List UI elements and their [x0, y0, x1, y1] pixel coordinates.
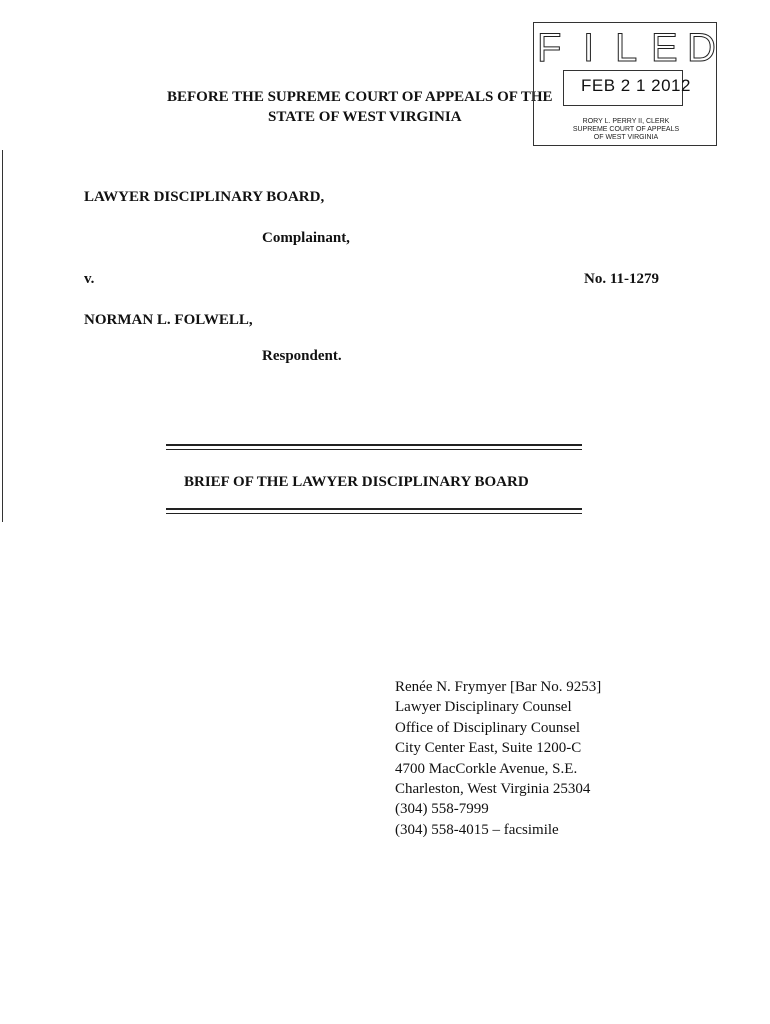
stamp-clerk-line1: RORY L. PERRY II, CLERK	[582, 118, 670, 125]
title-rule-bottom-2	[166, 513, 582, 514]
counsel-address-line1: City Center East, Suite 1200-C	[395, 740, 582, 757]
complainant-name: LAWYER DISCIPLINARY BOARD,	[84, 189, 325, 205]
case-number: No. 11-1279	[584, 271, 659, 287]
counsel-office: Office of Disciplinary Counsel	[395, 719, 581, 736]
stamp-date: FEB 2 1 2012	[581, 76, 691, 95]
counsel-phone: (304) 558-7999	[395, 801, 489, 818]
versus-label: v.	[84, 271, 95, 287]
stamp-letter-i: I	[583, 26, 595, 70]
title-rule-top-2	[166, 449, 582, 450]
court-heading-line1: BEFORE THE SUPREME COURT OF APPEALS OF THE	[167, 89, 553, 105]
stamp-letter-d: D	[687, 26, 716, 70]
brief-title: BRIEF OF THE LAWYER DISCIPLINARY BOARD	[184, 474, 529, 490]
respondent-name: NORMAN L. FOLWELL,	[84, 312, 253, 328]
title-rule-top-1	[166, 444, 582, 446]
title-rule-bottom-1	[166, 508, 582, 510]
counsel-address-line3: Charleston, West Virginia 25304	[395, 781, 591, 798]
respondent-role: Respondent.	[262, 348, 342, 364]
counsel-title: Lawyer Disciplinary Counsel	[395, 699, 572, 716]
counsel-signature-block	[395, 677, 601, 840]
complainant-role: Complainant,	[262, 230, 350, 246]
filed-stamp	[533, 22, 717, 146]
counsel-name: Renée N. Frymyer [Bar No. 9253]	[395, 679, 602, 695]
stamp-letter-l: L	[615, 26, 638, 70]
counsel-fax: (304) 558-4015 – facsimile	[395, 821, 559, 838]
stamp-clerk-line3: OF WEST VIRGINIA	[593, 134, 659, 141]
stamp-clerk-text	[561, 118, 691, 142]
stamp-clerk-line2: SUPREME COURT OF APPEALS	[572, 126, 680, 133]
scan-margin-line	[2, 150, 3, 522]
counsel-address-line2: 4700 MacCorkle Avenue, S.E.	[395, 760, 578, 777]
court-heading-line2: STATE OF WEST VIRGINIA	[268, 109, 462, 125]
stamp-letter-e: E	[651, 26, 678, 70]
stamp-letter-f: F	[537, 26, 562, 70]
